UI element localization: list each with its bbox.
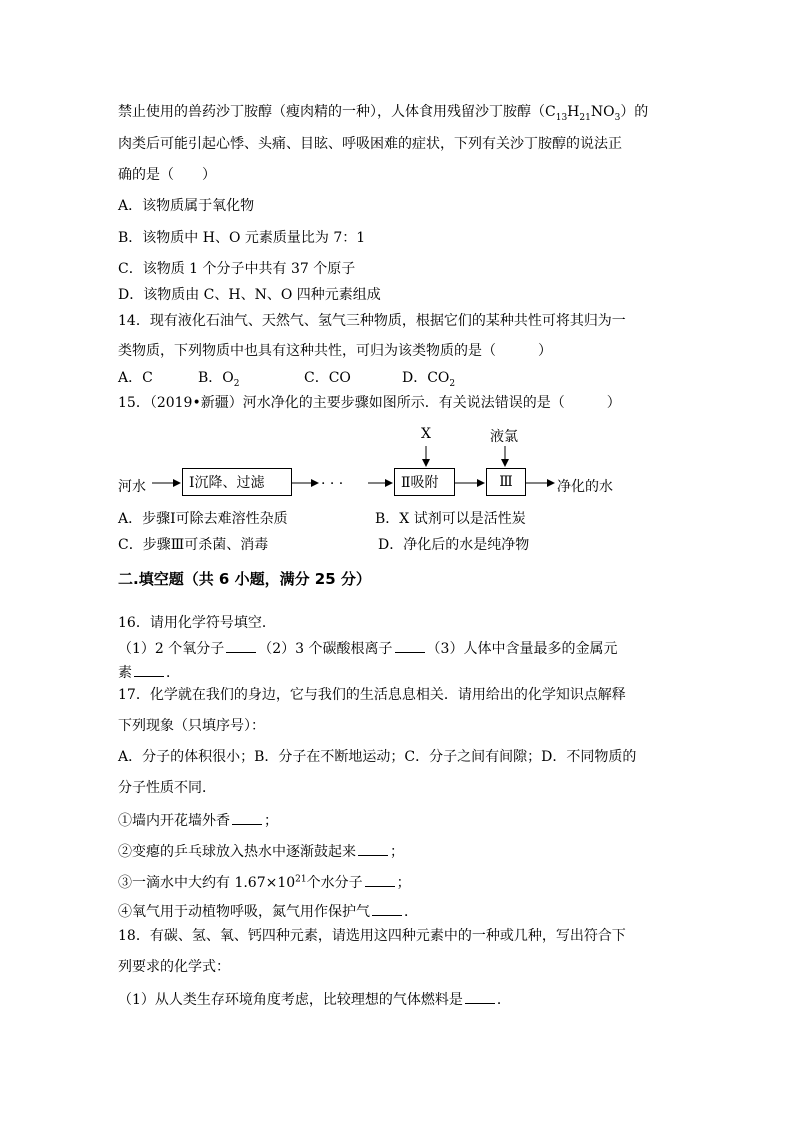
q14-stem-line-1: 14．现有液化石油气、天然气、氢气三种物质，根据它们的某种共性可将其归为一 — [118, 313, 626, 329]
q17-item-4: ④氧气用于动植物呼吸，氮气用作保护气 ． — [118, 904, 418, 920]
q14-option-c: C．CO — [304, 370, 351, 386]
q13-stem-line-3: 确的是（ ） — [118, 167, 216, 183]
q15-option-a: A．步骤Ⅰ可除去难溶性杂质 — [118, 511, 288, 527]
q13-option-b: B．该物质中 H、O 元素质量比为 7：1 — [118, 230, 366, 246]
q17-item-1: ①墙内开花墙外香 ； — [118, 813, 278, 829]
q13-stem-line-1 — [118, 104, 649, 123]
q13-option-c: C．该物质 1 个分子中共有 37 个原子 — [118, 261, 356, 277]
q14-option-a: A．C — [118, 370, 153, 386]
q18-stem-line-2: 列要求的化学式： — [118, 959, 230, 975]
q16-line-3: 素 ． — [118, 665, 180, 681]
q14-option-b: B．$O_2$ — [198, 370, 240, 389]
answer-blank[interactable] — [372, 903, 402, 916]
q13-option-a: A．该物质属于氧化物 — [118, 198, 255, 214]
section-2-heading: 二.填空题（共 6 小题，满分 25 分） — [118, 570, 371, 588]
formula-subscript: 21 — [579, 112, 591, 123]
q14-option-d: D．$CO_2$ — [402, 370, 456, 389]
q14-stem-line-2: 类物质，下列物质中也具有这种共性，可归为该类物质的是（ ） — [118, 343, 552, 359]
step2-box: Ⅱ吸附 — [394, 468, 455, 496]
q18-stem-line-1: 18．有碳、氢、氧、钙四种元素，请选用这四种元素中的一种或几种，写出符合下 — [118, 928, 626, 944]
water-purification-diagram — [118, 420, 638, 510]
q15-option-c: C．步骤Ⅲ可杀菌、消毒 — [118, 537, 269, 553]
q17-item-2: ②变瘪的乒乓球放入热水中逐渐鼓起来 ； — [118, 844, 404, 860]
answer-blank[interactable] — [232, 812, 262, 825]
step3-box: Ⅲ — [486, 468, 526, 496]
q15-option-d: D．净化后的水是纯净物 — [378, 537, 530, 553]
q13-option-d: D．该物质由 C、H、N、O 四种元素组成 — [118, 287, 381, 303]
river-water-label: 河水 — [118, 479, 146, 495]
reagent-x-label: X — [421, 426, 431, 442]
q13-text: ）的 — [620, 104, 649, 120]
formula-subscript: 13 — [555, 112, 568, 123]
answer-blank[interactable] — [134, 664, 164, 677]
q17-knowledge-line-2: 分子性质不同． — [118, 780, 216, 796]
answer-blank[interactable] — [358, 843, 388, 856]
q17-stem-line-1: 17．化学就在我们的身边，它与我们的生活息息相关．请用给出的化学知识点解释 — [118, 687, 626, 703]
q15-option-b: B．X 试剂可以是活性炭 — [375, 511, 526, 527]
q18-item-1: （1）从人类生存环境角度考虑，比较理想的气体燃料是 ． — [118, 992, 511, 1008]
flow-arrows — [118, 420, 638, 510]
answer-blank[interactable] — [465, 991, 495, 1004]
q16-line-2: （1）2 个氧分子 （2）3 个碳酸根离子 （3）人体中含量最多的金属元 — [118, 641, 618, 657]
formula-text: H — [567, 104, 580, 120]
step1-box: Ⅰ沉降、过滤 — [182, 468, 292, 496]
liquid-chlorine-label: 液氯 — [490, 429, 518, 445]
formula-subscript: 3 — [614, 112, 621, 123]
formula-text: NO — [590, 104, 615, 120]
q17-item-3: ③一滴水中大约有 $1.67\times 10^{21}$个水分子 ； — [118, 874, 411, 891]
q15-stem: 15．（2019•新疆）河水净化的主要步骤如图所示．有关说法错误的是（ ） — [118, 395, 621, 411]
q17-knowledge-line-1: A．分子的体积很小；B．分子在不断地运动；C．分子之间有间隙；D．不同物质的 — [118, 749, 637, 765]
q13-text: 禁止使用的兽药沙丁胺醇（瘦肉精的一种），人体食用残留沙丁胺醇（C — [118, 104, 556, 120]
purified-water-label: 净化的水 — [557, 479, 613, 495]
q17-stem-line-2: 下列现象（只填序号）： — [118, 718, 265, 734]
ellipsis: · · · — [321, 476, 344, 492]
answer-blank[interactable] — [365, 874, 395, 887]
q16-stem: 16．请用化学符号填空． — [118, 615, 276, 631]
answer-blank[interactable] — [395, 640, 425, 653]
q13-stem-line-2: 肉类后可能引起心悸、头痛、目眩、呼吸困难的症状，下列有关沙丁胺醇的说法正 — [118, 136, 622, 152]
answer-blank[interactable] — [226, 640, 256, 653]
